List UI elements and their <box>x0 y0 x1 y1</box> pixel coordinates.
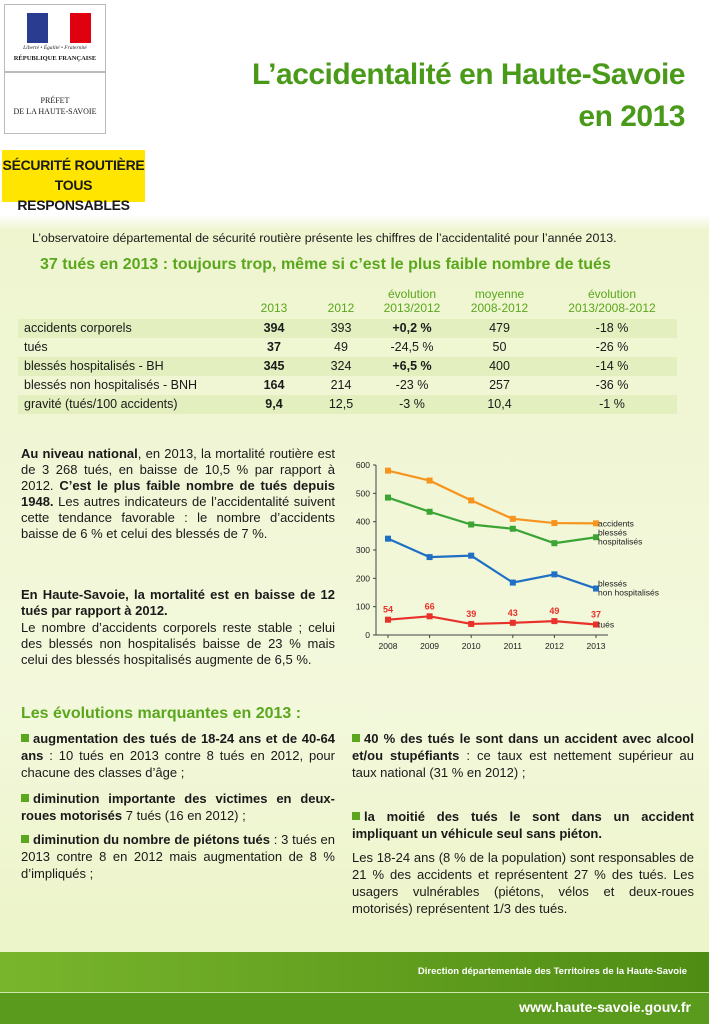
cell-evolution-moyenne: -14 % <box>547 357 677 376</box>
data-point <box>468 621 474 627</box>
page-title <box>252 54 685 138</box>
data-point <box>427 478 433 484</box>
cell-moyenne: 50 <box>492 340 507 354</box>
data-point <box>551 618 557 624</box>
bullet-text: 7 tués (16 en 2012) ; <box>122 808 246 823</box>
table-row <box>18 395 677 414</box>
footer-divider <box>0 992 709 993</box>
prefet-line1: PRÉFET <box>40 96 70 105</box>
cell-moyenne: 257 <box>489 378 510 392</box>
bullet-square-icon <box>352 812 360 820</box>
data-point <box>427 554 433 560</box>
header-evolution-moyenne: évolution 2013/2008-2012 <box>568 287 656 315</box>
evolution-chart <box>340 455 680 655</box>
footer-url-link[interactable]: www.haute-savoie.gouv.fr <box>519 999 691 1015</box>
bullet-bold: augmentation des tués de 18-24 ans et de 40-64 ans <box>21 731 335 763</box>
data-label: 49 <box>549 606 560 617</box>
cell-evolution: -23 % <box>395 378 429 392</box>
series-line-2 <box>388 539 596 589</box>
header-empty <box>18 287 238 319</box>
prefet-box <box>4 72 106 134</box>
cell-evolution-moyenne: -18 % <box>547 319 677 338</box>
cell-evolution: +0,2 % <box>372 319 452 338</box>
data-point <box>468 522 474 528</box>
y-tick-label: 500 <box>355 488 370 499</box>
footer-direction: Direction départementale des Territoires de la Haute-Savoie <box>417 966 687 977</box>
header-2012: 2012 <box>327 301 355 315</box>
x-tick-label: 2011 <box>503 641 522 651</box>
bullet-age-groups <box>21 730 335 781</box>
header-evolution: évolution 2013/2012 <box>383 287 441 315</box>
securite-routiere-banner <box>2 150 145 213</box>
marianne-flag-icon <box>27 13 91 43</box>
data-point <box>385 536 391 542</box>
cell-2012: 49 <box>334 340 348 354</box>
bullet-text: : 10 tués en 2013 contre 8 tués en 2012, pour chacune des classes d’âge ; <box>21 748 335 780</box>
cell-evolution: -24,5 % <box>390 340 434 354</box>
y-tick-label: 0 <box>365 630 370 640</box>
banner-line1: SÉCURITÉ ROUTIÈRE <box>2 157 145 173</box>
cell-2013: 394 <box>238 319 310 338</box>
national-highlight: C’est le plus faible nombre de tués depuis 1948. <box>21 478 335 509</box>
x-tick-label: 2010 <box>461 641 481 651</box>
data-point <box>427 509 433 515</box>
accidents-paragraph: Le nombre d’accidents corporels reste stable ; celui des blessés non hospitalisés baisse de 23 % mais celui des blessés hospitalisés augmente de 6,5 %. <box>21 620 335 667</box>
bullet-bold: diminution du nombre de piétons tués <box>33 832 270 847</box>
row-label: tués <box>24 340 48 354</box>
bullet-bold: la moitié des tués le sont dans un accident impliquant un véhicule seul sans piéton. <box>352 809 694 841</box>
legend-label-3: tués <box>598 619 615 630</box>
data-point <box>385 495 391 501</box>
young-drivers-paragraph: Les 18-24 ans (8 % de la population) sont responsables de 21 % des accidents et représentent 27 % des tués. Les usagers vulnérables (piétons, vélos et deux-roues motorisés) représentent 1/3 des tués. <box>352 850 694 916</box>
series-line-3 <box>388 616 596 624</box>
bullet-pedestrians <box>21 831 335 882</box>
y-tick-label: 600 <box>355 460 370 470</box>
y-tick-label: 100 <box>355 601 370 612</box>
cell-2012: 393 <box>310 319 372 338</box>
data-point <box>427 613 433 619</box>
bullet-text: : ce taux est nettement supérieur au taux national (31 % en 2012) ; <box>352 748 694 780</box>
data-point <box>468 497 474 503</box>
stats-table <box>18 287 677 414</box>
series-line-1 <box>388 498 596 544</box>
cell-evolution-moyenne: -36 % <box>595 378 629 392</box>
x-tick-label: 2013 <box>586 641 606 651</box>
legend-label-0: accidents <box>598 518 634 529</box>
republic-logo <box>4 4 106 72</box>
bullet-two-wheelers <box>21 790 335 824</box>
bullet-text: : 3 tués en 2013 contre 8 en 2012 mais augmentation de 8 % d’impliqués ; <box>21 832 335 881</box>
data-label: 39 <box>466 608 477 619</box>
data-label: 37 <box>590 609 602 620</box>
header-moyenne: moyenne 2008-2012 <box>470 287 529 315</box>
data-point <box>551 540 557 546</box>
haute-savoie-paragraph: En Haute-Savoie, la mortalité est en baisse de 12 tués par rapport à 2012. <box>21 587 335 618</box>
title-line1: L’accidentalité en Haute-Savoie <box>252 58 685 91</box>
cell-2013: 164 <box>263 378 285 392</box>
cell-2012: 12,5 <box>310 395 372 414</box>
intro-text: L’observatoire départemental de sécurité routière présente les chiffres de l’accidentalité pour l’année 2013. <box>32 231 617 245</box>
prefet-line2: DE LA HAUTE-SAVOIE <box>13 107 97 116</box>
national-paragraph <box>21 446 335 542</box>
title-line2: en 2013 <box>578 100 685 133</box>
y-tick-label: 300 <box>355 545 370 555</box>
legend-label-2: blessés non hospitalisés <box>598 578 659 598</box>
national-text-2: Les autres indicateurs de l’accidentalité suivent cette tendance favorable : le nombre d’accidents baisse de 6 % et celui des blessés de 7 %. <box>21 494 335 541</box>
cell-2012: 324 <box>310 357 372 376</box>
bullet-square-icon <box>352 734 360 742</box>
bullet-square-icon <box>21 734 29 742</box>
y-tick-label: 400 <box>355 516 370 527</box>
data-point <box>551 520 557 526</box>
cell-2013: 37 <box>267 340 281 354</box>
bullet-bold: 40 % des tués le sont dans un accident avec alcool et/ou stupéfiants <box>352 731 694 763</box>
data-point <box>510 516 516 522</box>
header-2013: 2013 <box>260 301 288 315</box>
cell-evolution: +6,5 % <box>372 357 452 376</box>
x-tick-label: 2009 <box>420 641 440 651</box>
x-tick-label: 2012 <box>544 641 564 651</box>
national-text: , en 2013, la mortalité routière est de 3 268 tués, en baisse de 10,5 % par rapport à 2012. <box>21 446 335 493</box>
data-label: 66 <box>424 601 435 612</box>
data-point <box>385 468 391 474</box>
cell-evolution: -3 % <box>372 395 452 414</box>
bullet-square-icon <box>21 794 29 802</box>
table-row <box>18 319 677 338</box>
cell-evolution-moyenne: -26 % <box>595 340 629 354</box>
national-lead: Au niveau national <box>21 446 138 461</box>
data-point <box>510 526 516 532</box>
logo-republic: RÉPUBLIQUE FRANÇAISE <box>13 55 97 62</box>
bullet-single-vehicle <box>352 808 694 842</box>
cell-moyenne: 479 <box>452 319 547 338</box>
cell-2013: 345 <box>238 357 310 376</box>
banner-line2: TOUS RESPONSABLES <box>17 177 130 213</box>
data-point <box>385 617 391 623</box>
cell-2012: 214 <box>330 378 352 392</box>
data-point <box>510 580 516 586</box>
evolutions-title: Les évolutions marquantes en 2013 : <box>21 705 302 722</box>
cell-moyenne: 400 <box>452 357 547 376</box>
y-tick-label: 200 <box>355 573 370 584</box>
data-point <box>468 553 474 559</box>
table-row <box>18 338 677 357</box>
data-point <box>551 571 557 577</box>
row-label: accidents corporels <box>18 319 238 338</box>
series-line-0 <box>388 471 596 524</box>
stats-header-row <box>18 287 677 319</box>
data-point <box>510 620 516 626</box>
row-label: blessés hospitalisés - BH <box>18 357 238 376</box>
cell-moyenne: 10,4 <box>452 395 547 414</box>
table-row <box>18 376 677 395</box>
row-label: blessés non hospitalisés - BNH <box>24 378 197 392</box>
bullet-square-icon <box>21 835 29 843</box>
cell-2013: 9,4 <box>238 395 310 414</box>
logo-motto: Liberté • Égalité • Fraternité <box>23 45 87 51</box>
x-tick-label: 2008 <box>378 641 398 651</box>
data-label: 54 <box>382 604 394 615</box>
cell-evolution-moyenne: -1 % <box>547 395 677 414</box>
bullet-alcohol <box>352 730 694 781</box>
data-label: 43 <box>507 607 518 618</box>
legend-label-1: blessés hospitalisés <box>598 527 643 547</box>
table-row <box>18 357 677 376</box>
bullet-bold: diminution importante des victimes en deux-roues motorisés <box>21 791 335 823</box>
headline: 37 tués en 2013 : toujours trop, même si c’est le plus faible nombre de tués <box>40 256 611 273</box>
row-label: gravité (tués/100 accidents) <box>18 395 238 414</box>
